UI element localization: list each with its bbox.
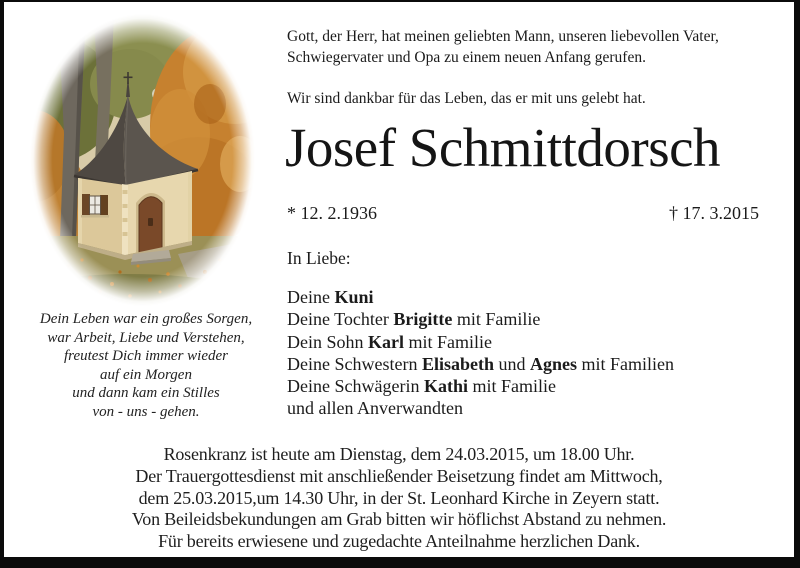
text-line: freutest Dich immer wieder [64, 348, 228, 365]
text-line: war Arbeit, Liebe und Verstehen, [47, 329, 245, 346]
text-line: Gott, der Herr, hat meinen geliebten Mann, unseren liebevollen Vater, [287, 28, 719, 45]
text-line: Schwiegervater und Opa zu einem neuen Anfang gerufen. [287, 49, 646, 66]
deceased-name: Josef Schmittdorsch [285, 117, 721, 178]
text-line: und dann kam ein Stilles [72, 385, 220, 402]
family-heading: In Liebe: [287, 248, 351, 268]
announcement-text [287, 26, 719, 68]
death-date: † 17. 3.2015 [669, 203, 759, 223]
family-entry: Dein Sohn Karl mit Familie [287, 331, 492, 352]
text-line: dem 25.03.2015,um 14.30 Uhr, in der St. Leonhard Kirche in Zeyern statt. [138, 487, 660, 508]
text-line: Wir sind dankbar für das Leben, das er mit uns gelebt hat. [287, 90, 646, 107]
text-line: Rosenkranz ist heute am Dienstag, dem 24.03.2015, um 18.00 Uhr. [163, 444, 635, 464]
text-line: von - uns - gehen. [92, 403, 200, 420]
chapel-photo-art [30, 14, 255, 306]
birth-date: * 12. 2.1936 [287, 203, 377, 223]
memorial-poem [10, 310, 282, 422]
text-line: Von Beileidsbekundungen am Grab bitten wir höflichst Abstand zu nehmen. [131, 509, 667, 530]
text-line: Der Trauergottesdienst mit anschließender Beisetzung findet am Mittwoch, [135, 465, 663, 486]
family-entry: Deine Schwägerin Kathi mit Familie [287, 376, 556, 397]
family-entry: Deine Schwestern Elisabeth und Agnes mit Familien [287, 353, 675, 374]
gratitude-text [287, 88, 646, 109]
text-line: auf ein Morgen [100, 366, 192, 383]
chapel-photo [30, 14, 255, 306]
text-line: Für bereits erwiesene und zugedachte Anteilnahme herzlichen Dank. [158, 531, 640, 552]
text-line: Dein Leben war ein großes Sorgen, [39, 311, 253, 327]
family-entry: und allen Anverwandten [287, 398, 463, 419]
family-list [287, 286, 674, 420]
life-dates [287, 203, 759, 224]
family-entry: Deine Tochter Brigitte mit Familie [287, 309, 541, 330]
funeral-notice [4, 444, 794, 553]
family-entry: Deine Kuni [287, 287, 374, 307]
